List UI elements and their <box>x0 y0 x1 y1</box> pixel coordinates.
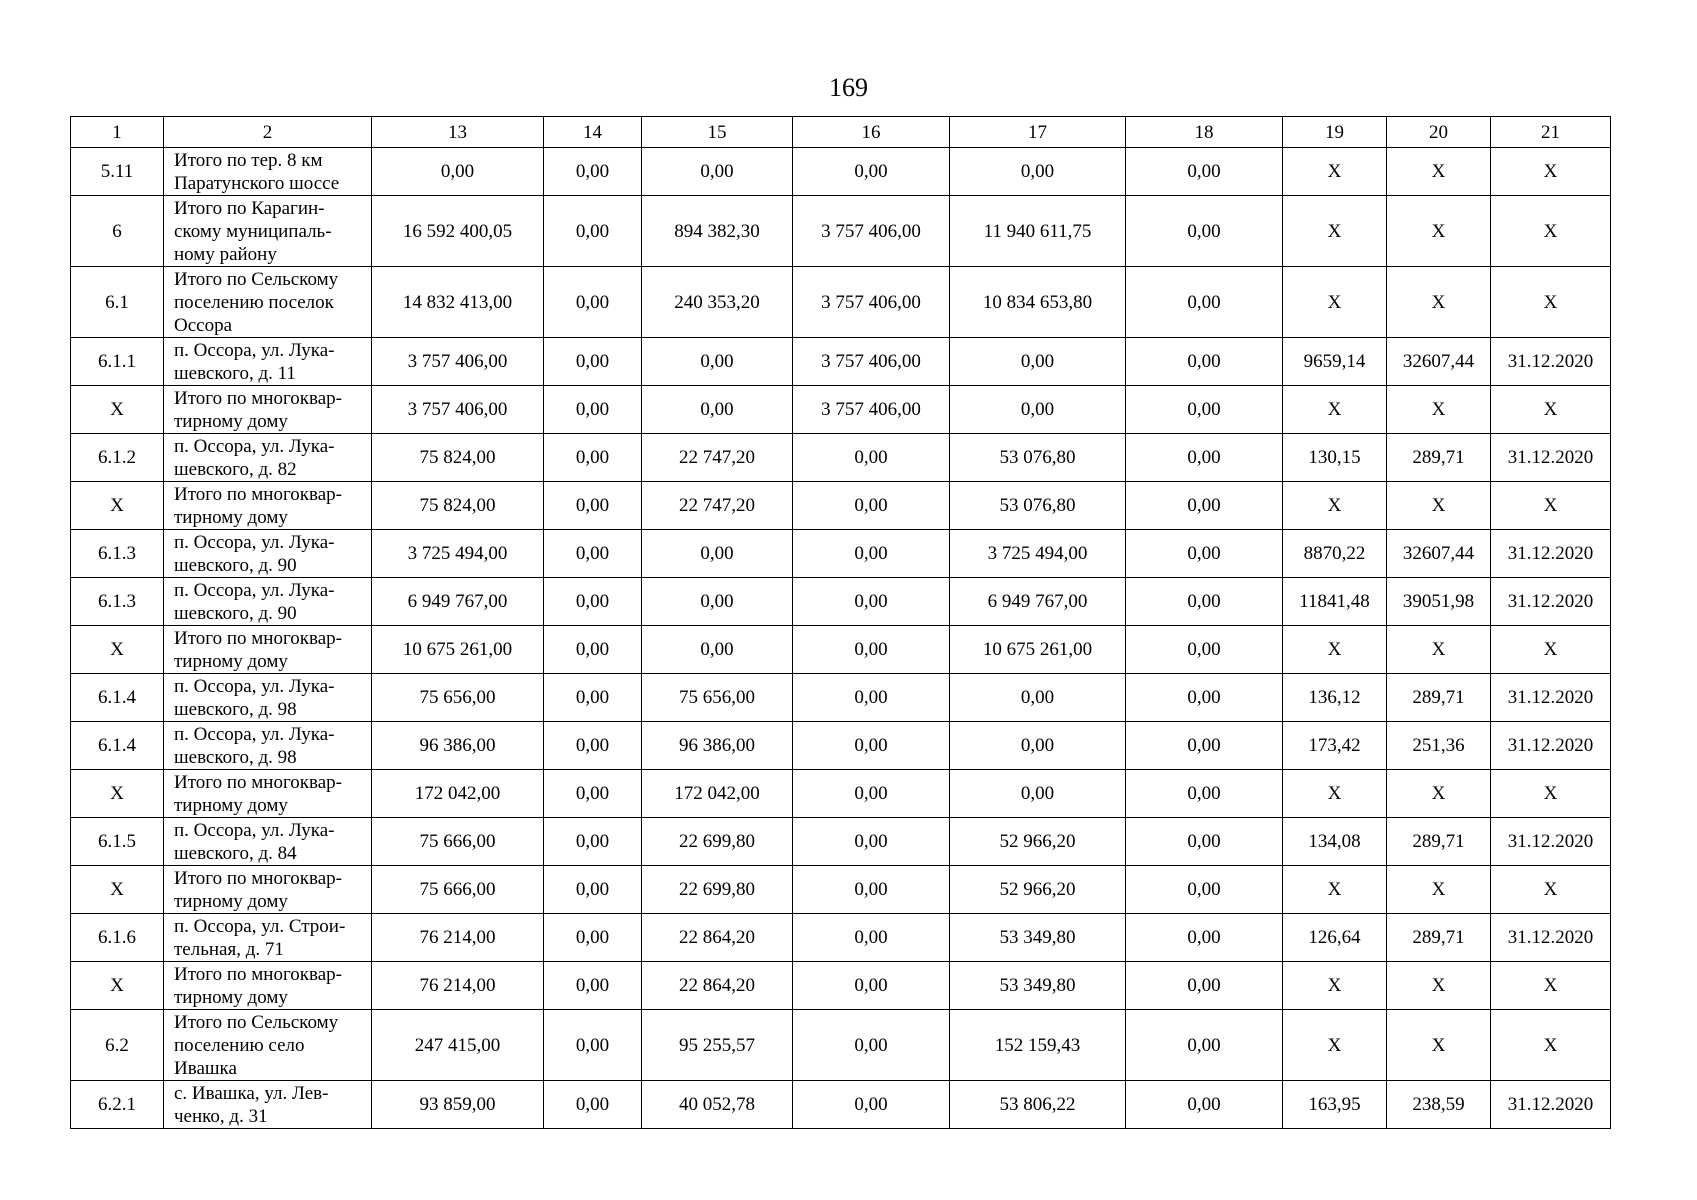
table-row <box>71 196 1611 267</box>
value-cell: 96 386,00 <box>642 722 793 770</box>
value-cell: Х <box>1491 482 1611 530</box>
value-cell: Х <box>1491 267 1611 338</box>
value-cell: 31.12.2020 <box>1491 914 1611 962</box>
value-cell: 0,00 <box>1126 866 1283 914</box>
row-name-cell: Итого по многоквар- тирному дому <box>164 482 372 530</box>
row-name-cell: Итого по многоквар- тирному дому <box>164 770 372 818</box>
value-cell: 0,00 <box>544 482 642 530</box>
row-number-cell: Х <box>71 770 164 818</box>
table-row <box>71 386 1611 434</box>
value-cell: 0,00 <box>642 578 793 626</box>
value-cell: 0,00 <box>793 722 950 770</box>
value-cell: 0,00 <box>1126 267 1283 338</box>
value-cell: 0,00 <box>1126 196 1283 267</box>
row-name-cell: Итого по многоквар- тирному дому <box>164 386 372 434</box>
row-number-cell: 6.1.4 <box>71 674 164 722</box>
value-cell: 10 675 261,00 <box>372 626 544 674</box>
row-name-cell: п. Оссора, ул. Лука- шевского, д. 84 <box>164 818 372 866</box>
value-cell: 22 699,80 <box>642 866 793 914</box>
header-cell: 15 <box>642 117 793 148</box>
table-row <box>71 1010 1611 1081</box>
value-cell: 0,00 <box>1126 818 1283 866</box>
value-cell: Х <box>1283 626 1387 674</box>
value-cell: Х <box>1491 770 1611 818</box>
value-cell: 0,00 <box>642 338 793 386</box>
value-cell: Х <box>1491 866 1611 914</box>
table-row <box>71 267 1611 338</box>
value-cell: 16 592 400,05 <box>372 196 544 267</box>
header-cell: 14 <box>544 117 642 148</box>
table-row <box>71 866 1611 914</box>
value-cell: 31.12.2020 <box>1491 1081 1611 1129</box>
value-cell: Х <box>1283 482 1387 530</box>
value-cell: 31.12.2020 <box>1491 818 1611 866</box>
value-cell: 0,00 <box>1126 434 1283 482</box>
table-row <box>71 578 1611 626</box>
value-cell: Х <box>1387 386 1491 434</box>
value-cell: 31.12.2020 <box>1491 578 1611 626</box>
row-number-cell: Х <box>71 962 164 1010</box>
value-cell: 0,00 <box>544 770 642 818</box>
value-cell: Х <box>1387 770 1491 818</box>
value-cell: Х <box>1387 196 1491 267</box>
value-cell: 0,00 <box>1126 386 1283 434</box>
value-cell: 172 042,00 <box>642 770 793 818</box>
value-cell: 0,00 <box>793 434 950 482</box>
value-cell: 0,00 <box>1126 148 1283 196</box>
value-cell: 75 824,00 <box>372 482 544 530</box>
value-cell: 0,00 <box>793 578 950 626</box>
value-cell: 3 725 494,00 <box>372 530 544 578</box>
value-cell: 32607,44 <box>1387 338 1491 386</box>
value-cell: 3 757 406,00 <box>793 386 950 434</box>
value-cell: 75 656,00 <box>642 674 793 722</box>
value-cell: Х <box>1387 962 1491 1010</box>
value-cell: 3 757 406,00 <box>793 338 950 386</box>
value-cell: 0,00 <box>1126 338 1283 386</box>
value-cell: 0,00 <box>544 914 642 962</box>
value-cell: 10 675 261,00 <box>950 626 1126 674</box>
row-name-cell: п. Оссора, ул. Лука- шевского, д. 82 <box>164 434 372 482</box>
table-row <box>71 530 1611 578</box>
table-row <box>71 148 1611 196</box>
value-cell: 11841,48 <box>1283 578 1387 626</box>
value-cell: 0,00 <box>1126 914 1283 962</box>
table-row <box>71 626 1611 674</box>
value-cell: Х <box>1283 866 1387 914</box>
table-row <box>71 674 1611 722</box>
table-body <box>71 117 1611 1129</box>
header-cell: 2 <box>164 117 372 148</box>
value-cell: 0,00 <box>544 434 642 482</box>
value-cell: 22 699,80 <box>642 818 793 866</box>
row-number-cell: Х <box>71 626 164 674</box>
value-cell: Х <box>1387 1010 1491 1081</box>
value-cell: 238,59 <box>1387 1081 1491 1129</box>
page-number: 169 <box>829 73 868 102</box>
value-cell: 0,00 <box>1126 962 1283 1010</box>
value-cell: 894 382,30 <box>642 196 793 267</box>
value-cell: 52 966,20 <box>950 866 1126 914</box>
row-number-cell: 6.1.6 <box>71 914 164 962</box>
value-cell: Х <box>1283 962 1387 1010</box>
value-cell: Х <box>1491 1010 1611 1081</box>
row-name-cell: п. Оссора, ул. Лука- шевского, д. 98 <box>164 674 372 722</box>
row-number-cell: 6.1.3 <box>71 578 164 626</box>
header-cell: 21 <box>1491 117 1611 148</box>
value-cell: 0,00 <box>544 1010 642 1081</box>
value-cell: 0,00 <box>544 578 642 626</box>
value-cell: 173,42 <box>1283 722 1387 770</box>
value-cell: 10 834 653,80 <box>950 267 1126 338</box>
row-number-cell: 6.1.4 <box>71 722 164 770</box>
row-number-cell: 6.1.2 <box>71 434 164 482</box>
value-cell: 0,00 <box>950 338 1126 386</box>
value-cell: 14 832 413,00 <box>372 267 544 338</box>
value-cell: 0,00 <box>544 1081 642 1129</box>
value-cell: 31.12.2020 <box>1491 722 1611 770</box>
row-name-cell: п. Оссора, ул. Лука- шевского, д. 11 <box>164 338 372 386</box>
value-cell: 0,00 <box>950 148 1126 196</box>
table-row <box>71 770 1611 818</box>
value-cell: Х <box>1283 267 1387 338</box>
value-cell: 0,00 <box>1126 1081 1283 1129</box>
value-cell: 75 824,00 <box>372 434 544 482</box>
value-cell: 289,71 <box>1387 434 1491 482</box>
value-cell: Х <box>1491 962 1611 1010</box>
value-cell: 3 757 406,00 <box>793 196 950 267</box>
value-cell: 0,00 <box>793 530 950 578</box>
value-cell: 39051,98 <box>1387 578 1491 626</box>
value-cell: 22 864,20 <box>642 962 793 1010</box>
row-name-cell: Итого по многоквар- тирному дому <box>164 962 372 1010</box>
value-cell: 163,95 <box>1283 1081 1387 1129</box>
value-cell: 0,00 <box>1126 770 1283 818</box>
row-name-cell: Итого по тер. 8 км Паратунского шоссе <box>164 148 372 196</box>
value-cell: Х <box>1387 267 1491 338</box>
value-cell: 31.12.2020 <box>1491 434 1611 482</box>
value-cell: 0,00 <box>793 914 950 962</box>
row-name-cell: Итого по Сельскому поселению село Ивашка <box>164 1010 372 1081</box>
row-number-cell: 6.1.3 <box>71 530 164 578</box>
value-cell: 0,00 <box>950 722 1126 770</box>
value-cell: Х <box>1387 148 1491 196</box>
row-number-cell: 6.2 <box>71 1010 164 1081</box>
value-cell: 0,00 <box>1126 626 1283 674</box>
value-cell: 240 353,20 <box>642 267 793 338</box>
value-cell: 3 757 406,00 <box>372 386 544 434</box>
value-cell: 0,00 <box>793 770 950 818</box>
value-cell: 289,71 <box>1387 818 1491 866</box>
value-cell: 0,00 <box>544 818 642 866</box>
value-cell: 3 725 494,00 <box>950 530 1126 578</box>
value-cell: Х <box>1491 148 1611 196</box>
value-cell: 53 349,80 <box>950 962 1126 1010</box>
header-cell: 20 <box>1387 117 1491 148</box>
value-cell: 134,08 <box>1283 818 1387 866</box>
value-cell: 0,00 <box>642 148 793 196</box>
value-cell: Х <box>1283 1010 1387 1081</box>
value-cell: 126,64 <box>1283 914 1387 962</box>
header-cell: 1 <box>71 117 164 148</box>
table-header-row <box>71 117 1611 148</box>
value-cell: 95 255,57 <box>642 1010 793 1081</box>
header-cell: 13 <box>372 117 544 148</box>
value-cell: Х <box>1491 196 1611 267</box>
value-cell: 0,00 <box>793 1010 950 1081</box>
row-number-cell: 5.11 <box>71 148 164 196</box>
value-cell: 0,00 <box>372 148 544 196</box>
value-cell: Х <box>1491 386 1611 434</box>
value-cell: Х <box>1283 386 1387 434</box>
row-number-cell: 6.1 <box>71 267 164 338</box>
value-cell: 11 940 611,75 <box>950 196 1126 267</box>
row-number-cell: 6.1.5 <box>71 818 164 866</box>
value-cell: 75 666,00 <box>372 818 544 866</box>
table-row <box>71 914 1611 962</box>
value-cell: 6 949 767,00 <box>372 578 544 626</box>
row-name-cell: Итого по многоквар- тирному дому <box>164 866 372 914</box>
table-row <box>71 722 1611 770</box>
value-cell: 0,00 <box>1126 1010 1283 1081</box>
table-row <box>71 818 1611 866</box>
value-cell: 0,00 <box>544 962 642 1010</box>
value-cell: 3 757 406,00 <box>793 267 950 338</box>
value-cell: 0,00 <box>1126 530 1283 578</box>
value-cell: 75 656,00 <box>372 674 544 722</box>
row-name-cell: п. Оссора, ул. Лука- шевского, д. 90 <box>164 578 372 626</box>
row-number-cell: 6.1.1 <box>71 338 164 386</box>
value-cell: 6 949 767,00 <box>950 578 1126 626</box>
header-cell: 16 <box>793 117 950 148</box>
value-cell: 9659,14 <box>1283 338 1387 386</box>
value-cell: 0,00 <box>1126 482 1283 530</box>
value-cell: 53 076,80 <box>950 434 1126 482</box>
value-cell: 22 864,20 <box>642 914 793 962</box>
value-cell: 0,00 <box>544 148 642 196</box>
value-cell: 0,00 <box>544 196 642 267</box>
value-cell: 0,00 <box>950 674 1126 722</box>
value-cell: 0,00 <box>544 626 642 674</box>
value-cell: 31.12.2020 <box>1491 338 1611 386</box>
value-cell: Х <box>1491 626 1611 674</box>
value-cell: 53 349,80 <box>950 914 1126 962</box>
value-cell: 96 386,00 <box>372 722 544 770</box>
value-cell: 31.12.2020 <box>1491 530 1611 578</box>
data-table <box>70 116 1611 1129</box>
row-number-cell: Х <box>71 386 164 434</box>
value-cell: Х <box>1283 770 1387 818</box>
value-cell: 0,00 <box>642 626 793 674</box>
value-cell: 0,00 <box>1126 722 1283 770</box>
row-name-cell: Итого по Сельскому поселению поселок Оссора <box>164 267 372 338</box>
value-cell: 8870,22 <box>1283 530 1387 578</box>
value-cell: 0,00 <box>544 866 642 914</box>
value-cell: 53 806,22 <box>950 1081 1126 1129</box>
row-name-cell: п. Оссора, ул. Лука- шевского, д. 90 <box>164 530 372 578</box>
table-row <box>71 962 1611 1010</box>
value-cell: Х <box>1387 482 1491 530</box>
value-cell: 76 214,00 <box>372 914 544 962</box>
value-cell: 0,00 <box>793 866 950 914</box>
value-cell: 289,71 <box>1387 914 1491 962</box>
value-cell: 0,00 <box>642 530 793 578</box>
value-cell: Х <box>1283 196 1387 267</box>
value-cell: 0,00 <box>1126 578 1283 626</box>
value-cell: 152 159,43 <box>950 1010 1126 1081</box>
table-row <box>71 482 1611 530</box>
value-cell: 136,12 <box>1283 674 1387 722</box>
value-cell: 0,00 <box>544 267 642 338</box>
value-cell: 0,00 <box>1126 674 1283 722</box>
value-cell: 0,00 <box>544 530 642 578</box>
value-cell: 130,15 <box>1283 434 1387 482</box>
value-cell: 0,00 <box>950 386 1126 434</box>
value-cell: Х <box>1387 626 1491 674</box>
value-cell: 0,00 <box>793 962 950 1010</box>
value-cell: 32607,44 <box>1387 530 1491 578</box>
value-cell: 93 859,00 <box>372 1081 544 1129</box>
header-cell: 19 <box>1283 117 1387 148</box>
value-cell: 40 052,78 <box>642 1081 793 1129</box>
value-cell: 289,71 <box>1387 674 1491 722</box>
value-cell: 75 666,00 <box>372 866 544 914</box>
value-cell: Х <box>1387 866 1491 914</box>
row-name-cell: п. Оссора, ул. Строи- тельная, д. 71 <box>164 914 372 962</box>
value-cell: 247 415,00 <box>372 1010 544 1081</box>
value-cell: 172 042,00 <box>372 770 544 818</box>
table-row <box>71 338 1611 386</box>
row-name-cell: с. Ивашка, ул. Лев- ченко, д. 31 <box>164 1081 372 1129</box>
value-cell: 3 757 406,00 <box>372 338 544 386</box>
value-cell: 0,00 <box>793 148 950 196</box>
value-cell: 251,36 <box>1387 722 1491 770</box>
value-cell: 31.12.2020 <box>1491 674 1611 722</box>
value-cell: 0,00 <box>793 1081 950 1129</box>
row-name-cell: п. Оссора, ул. Лука- шевского, д. 98 <box>164 722 372 770</box>
row-name-cell: Итого по Карагин- скому муниципаль- ному району <box>164 196 372 267</box>
value-cell: 53 076,80 <box>950 482 1126 530</box>
header-cell: 18 <box>1126 117 1283 148</box>
row-number-cell: 6 <box>71 196 164 267</box>
value-cell: 0,00 <box>544 674 642 722</box>
value-cell: 0,00 <box>793 626 950 674</box>
value-cell: 22 747,20 <box>642 482 793 530</box>
value-cell: 0,00 <box>793 674 950 722</box>
value-cell: 0,00 <box>793 818 950 866</box>
table-row <box>71 434 1611 482</box>
row-name-cell: Итого по многоквар- тирному дому <box>164 626 372 674</box>
value-cell: 0,00 <box>642 386 793 434</box>
value-cell: 76 214,00 <box>372 962 544 1010</box>
row-number-cell: Х <box>71 866 164 914</box>
value-cell: Х <box>1283 148 1387 196</box>
value-cell: 0,00 <box>544 386 642 434</box>
value-cell: 0,00 <box>544 722 642 770</box>
value-cell: 0,00 <box>544 338 642 386</box>
row-number-cell: 6.2.1 <box>71 1081 164 1129</box>
value-cell: 22 747,20 <box>642 434 793 482</box>
header-cell: 17 <box>950 117 1126 148</box>
value-cell: 0,00 <box>950 770 1126 818</box>
value-cell: 52 966,20 <box>950 818 1126 866</box>
value-cell: 0,00 <box>793 482 950 530</box>
table-row <box>71 1081 1611 1129</box>
row-number-cell: Х <box>71 482 164 530</box>
